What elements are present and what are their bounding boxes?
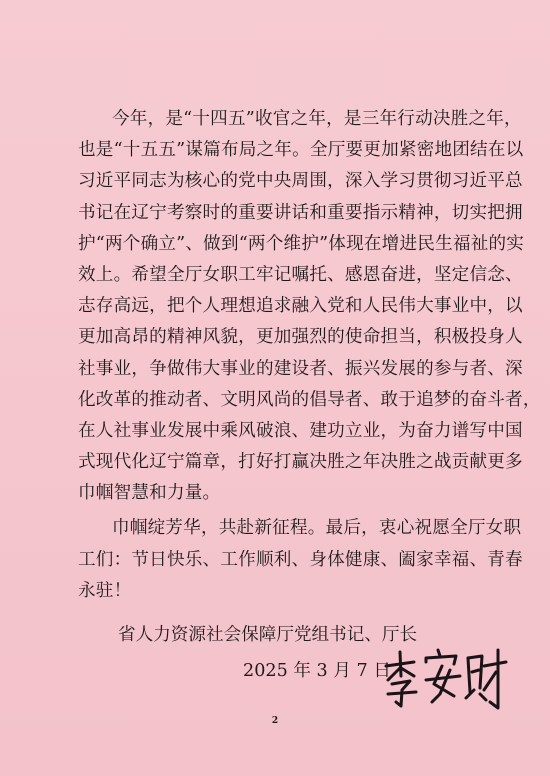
paragraph-1-line: 社事业，争做伟大事业的建设者、振兴发展的参与者、深 [78, 358, 523, 379]
paragraph-2-line: 永驻！ [78, 580, 132, 601]
paragraph-1 [78, 104, 541, 509]
signature-block [118, 620, 518, 681]
paragraph-2-line: 工们：节日快乐、工作顺利、身体健康、阖家幸福、青春 [78, 549, 523, 570]
paragraph-1-line: 护“两个确立”、做到“两个维护”体现在增进民生福祉的实 [78, 233, 525, 254]
paragraph-1-line: 巾帼智慧和力量。 [78, 483, 221, 504]
paragraph-1-line: 在人社事业发展中乘风破浪、建功立业，为奋力谱写中国 [78, 420, 523, 441]
paragraph-1-line: 也是“十五五”谋篇布局之年。全厅要更加紧密地团结在以 [78, 140, 524, 161]
letter-date: 2025 年 3 月 7 日 [243, 661, 391, 681]
paragraph-1-line: 书记在辽宁考察时的重要讲话和重要指示精神，切实把拥 [78, 202, 523, 223]
handwritten-signature [380, 644, 510, 714]
paragraph-1-line: 习近平同志为核心的党中央周围，深入学习贯彻习近平总 [78, 171, 523, 192]
paragraph-1-line: 效上。希望全厅女职工牢记嘱托、感恩奋进，坚定信念、 [78, 264, 523, 285]
signer-title: 省人力资源社会保障厅党组书记、厅长 [118, 625, 418, 645]
letter-body [78, 104, 541, 607]
page-number: 2 [271, 716, 279, 726]
paragraph-1-line: 化改革的推动者、文明风尚的倡导者、敢于追梦的奋斗者， [78, 389, 541, 410]
paragraph-1-line: 更加高昂的精神风貌，更加强烈的使命担当，积极投身人 [78, 327, 523, 348]
paragraph-1-line: 志存高远，把个人理想追求融入党和人民伟大事业中，以 [78, 296, 523, 317]
paragraph-1-line: 式现代化辽宁篇章，打好打赢决胜之年决胜之战贡献更多 [78, 452, 523, 473]
paragraph-2-line: 巾帼绽芳华，共赴新征程。最后，衷心祝愿全厅女职 [112, 518, 522, 539]
paragraph-1-line: 今年，是“十四五”收官之年，是三年行动决胜之年， [112, 109, 522, 129]
paragraph-2 [78, 513, 523, 607]
